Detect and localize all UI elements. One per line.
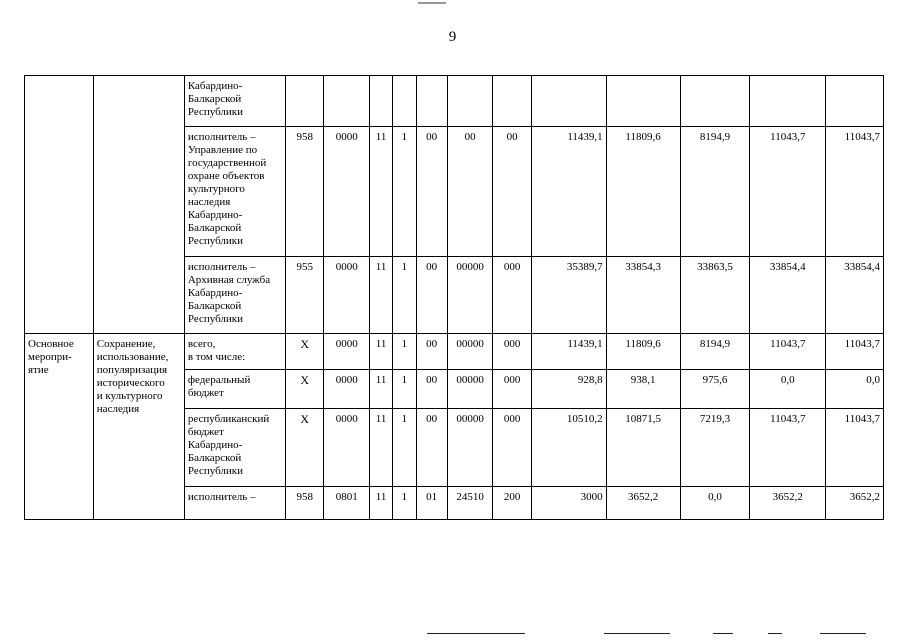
row-title-cell <box>93 76 184 334</box>
code-cell-c2 <box>393 76 416 127</box>
bottom-line <box>427 633 525 634</box>
page-number: 9 <box>448 29 457 45</box>
amount-cell-v5: 33854,4 <box>826 257 884 334</box>
code-cell-vr: 000 <box>493 409 531 487</box>
amount-cell-v2: 11809,6 <box>606 127 680 257</box>
code-cell-c1: 11 <box>369 409 392 487</box>
amount-cell-v3: 33863,5 <box>680 257 750 334</box>
amount-cell-v3: 7219,3 <box>680 409 750 487</box>
row-type-cell <box>25 76 94 334</box>
code-cell-gr: 958 <box>286 127 324 257</box>
bottom-line <box>820 633 866 634</box>
table-row <box>25 76 884 127</box>
executor-cell: всего, в том числе: <box>184 334 285 370</box>
code-cell-c4: 00 <box>447 127 493 257</box>
executor-cell: исполнитель – Управление по государственной охране объектов культурного наследия Кабардино- Балкарской Республики <box>184 127 285 257</box>
amount-cell-v3: 0,0 <box>680 487 750 520</box>
code-cell-gr: Х <box>286 409 324 487</box>
amount-cell-v3: 975,6 <box>680 370 750 409</box>
code-cell-c2: 1 <box>393 257 416 334</box>
bottom-line <box>604 633 670 634</box>
amount-cell-v1: 10510,2 <box>531 409 606 487</box>
code-cell-c3: 00 <box>416 370 447 409</box>
amount-cell-v1: 3000 <box>531 487 606 520</box>
bottom-edge-lines <box>0 633 905 640</box>
code-cell-rz: 0000 <box>324 409 370 487</box>
amount-cell-v5: 3652,2 <box>826 487 884 520</box>
code-cell-c4: 00000 <box>447 409 493 487</box>
table-row <box>25 334 884 370</box>
amount-cell-v3: 8194,9 <box>680 127 750 257</box>
code-cell-rz: 0000 <box>324 127 370 257</box>
code-cell-gr: 958 <box>286 487 324 520</box>
amount-cell-v1: 11439,1 <box>531 334 606 370</box>
code-cell-c3: 00 <box>416 257 447 334</box>
code-cell-c3: 01 <box>416 487 447 520</box>
code-cell-gr: Х <box>286 334 324 370</box>
code-cell-c2: 1 <box>393 409 416 487</box>
code-cell-c1: 11 <box>369 127 392 257</box>
budget-table <box>24 75 884 520</box>
code-cell-rz: 0000 <box>324 257 370 334</box>
code-cell-c3: 00 <box>416 127 447 257</box>
code-cell-vr: 200 <box>493 487 531 520</box>
amount-cell-v5: 11043,7 <box>826 127 884 257</box>
code-cell-rz: 0000 <box>324 334 370 370</box>
code-cell-c3 <box>416 76 447 127</box>
amount-cell-v1: 35389,7 <box>531 257 606 334</box>
top-edge-mark <box>418 0 446 4</box>
amount-cell-v2: 33854,3 <box>606 257 680 334</box>
amount-cell-v5 <box>826 76 884 127</box>
amount-cell-v1: 11439,1 <box>531 127 606 257</box>
amount-cell-v1: 928,8 <box>531 370 606 409</box>
amount-cell-v3 <box>680 76 750 127</box>
code-cell-c4: 00000 <box>447 334 493 370</box>
amount-cell-v1 <box>531 76 606 127</box>
row-type-cell: Основное меропри- ятие <box>25 334 94 520</box>
executor-cell: федеральный бюджет <box>184 370 285 409</box>
code-cell-c4: 00000 <box>447 257 493 334</box>
amount-cell-v4: 33854,4 <box>750 257 826 334</box>
code-cell-rz <box>324 76 370 127</box>
amount-cell-v2: 10871,5 <box>606 409 680 487</box>
code-cell-c1 <box>369 76 392 127</box>
code-cell-vr: 00 <box>493 127 531 257</box>
code-cell-c2: 1 <box>393 334 416 370</box>
code-cell-c2: 1 <box>393 487 416 520</box>
amount-cell-v5: 0,0 <box>826 370 884 409</box>
code-cell-rz: 0000 <box>324 370 370 409</box>
code-cell-gr: Х <box>286 370 324 409</box>
code-cell-vr: 000 <box>493 257 531 334</box>
code-cell-c3: 00 <box>416 334 447 370</box>
code-cell-gr <box>286 76 324 127</box>
amount-cell-v4 <box>750 76 826 127</box>
amount-cell-v4: 11043,7 <box>750 334 826 370</box>
amount-cell-v2: 3652,2 <box>606 487 680 520</box>
amount-cell-v4: 3652,2 <box>750 487 826 520</box>
code-cell-gr: 955 <box>286 257 324 334</box>
amount-cell-v2: 938,1 <box>606 370 680 409</box>
row-title-cell: Сохранение, использование, популяризация исторического и культурного наследия <box>93 334 184 520</box>
code-cell-c2: 1 <box>393 370 416 409</box>
amount-cell-v2 <box>606 76 680 127</box>
code-cell-c1: 11 <box>369 487 392 520</box>
amount-cell-v5: 11043,7 <box>826 334 884 370</box>
code-cell-vr: 000 <box>493 334 531 370</box>
amount-cell-v4: 0,0 <box>750 370 826 409</box>
amount-cell-v2: 11809,6 <box>606 334 680 370</box>
executor-cell: Кабардино- Балкарской Республики <box>184 76 285 127</box>
code-cell-vr <box>493 76 531 127</box>
code-cell-c1: 11 <box>369 257 392 334</box>
bottom-line <box>713 633 733 634</box>
code-cell-c4: 24510 <box>447 487 493 520</box>
amount-cell-v4: 11043,7 <box>750 409 826 487</box>
code-cell-c4 <box>447 76 493 127</box>
code-cell-vr: 000 <box>493 370 531 409</box>
bottom-line <box>768 633 782 634</box>
amount-cell-v5: 11043,7 <box>826 409 884 487</box>
executor-cell: исполнитель – <box>184 487 285 520</box>
code-cell-c2: 1 <box>393 127 416 257</box>
code-cell-c1: 11 <box>369 370 392 409</box>
code-cell-c4: 00000 <box>447 370 493 409</box>
code-cell-c3: 00 <box>416 409 447 487</box>
code-cell-c1: 11 <box>369 334 392 370</box>
amount-cell-v3: 8194,9 <box>680 334 750 370</box>
executor-cell: исполнитель – Архивная служба Кабардино- Балкарской Республики <box>184 257 285 334</box>
code-cell-rz: 0801 <box>324 487 370 520</box>
executor-cell: республиканский бюджет Кабардино- Балкарской Республики <box>184 409 285 487</box>
amount-cell-v4: 11043,7 <box>750 127 826 257</box>
